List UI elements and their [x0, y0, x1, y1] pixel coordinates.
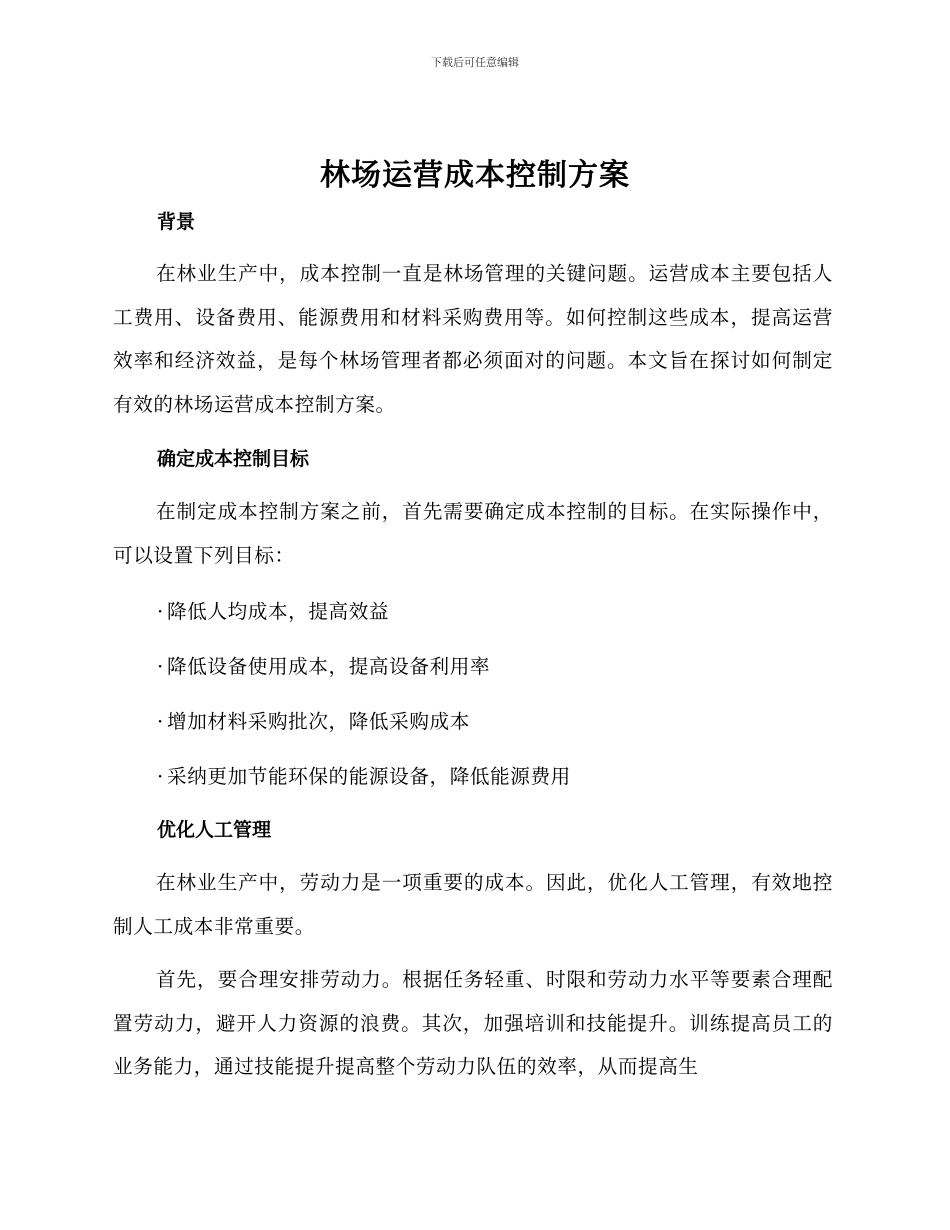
list-item-text: 采纳更加节能环保的能源设备，降低能源费用 — [167, 765, 571, 788]
document-title: 林场运营成本控制方案 — [320, 158, 630, 193]
paragraph-goals-intro: 在制定成本控制方案之前，首先需要确定成本控制的目标。在实际操作中，可以设置下列目标： — [113, 500, 833, 567]
paragraph-background: 在林业生产中，成本控制一直是林场管理的关键问题。运营成本主要包括人工费用、设备费用、能源费用和材料采购费用等。如何控制这些成本，提高运营效率和经济效益，是每个林场管理者都必须面对的问题。本文旨在探讨如何制定有效的林场运营成本控制方案。 — [113, 262, 833, 416]
bullet-dot-icon: · — [157, 655, 164, 678]
section-heading-goals: 确定成本控制目标 — [157, 448, 310, 470]
page-header-note: 下载后可任意编辑 — [431, 56, 519, 69]
paragraph-labor-intro: 在林业生产中，劳动力是一项重要的成本。因此，优化人工管理，有效地控制人工成本非常重要。 — [113, 871, 833, 938]
section-heading-background: 背景 — [157, 211, 196, 233]
list-item-text: 降低设备使用成本，提高设备利用率 — [167, 655, 491, 678]
section-heading-labor: 优化人工管理 — [157, 819, 272, 841]
list-item — [157, 595, 389, 624]
list-item-text: 增加材料采购批次，降低采购成本 — [167, 710, 470, 733]
bullet-dot-icon: · — [157, 600, 164, 623]
paragraph-labor-detail: 首先，要合理安排劳动力。根据任务轻重、时限和劳动力水平等要素合理配置劳动力，避开人力资源的浪费。其次，加强培训和技能提升。训练提高员工的业务能力，通过技能提升提高整个劳动力队伍的效率，从而提高生 — [113, 968, 833, 1078]
bullet-dot-icon: · — [157, 765, 164, 788]
list-item — [157, 760, 571, 789]
bullet-dot-icon: · — [157, 710, 164, 733]
list-item-text: 降低人均成本，提高效益 — [167, 600, 390, 623]
list-item — [157, 705, 470, 734]
list-item — [157, 650, 490, 679]
